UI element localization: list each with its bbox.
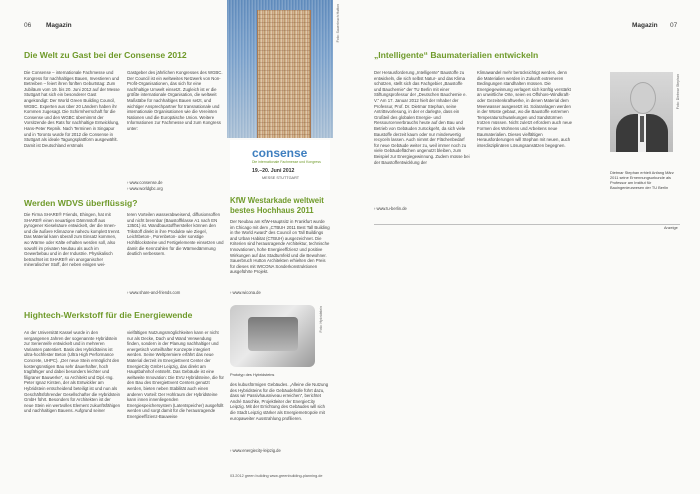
article-body-col2: Klimawandel mehr berücksichtigt werden, denn die Materialien werden in Zukunft extremeren Bedingungen standhalten müssen. Die Energiegewinnung verlagert sich künftig verstärkt an unwirtliche Orte, seien es Offshore-Windkraft- oder Gezeitenkraftwerke, in denen Material dem Meerwasser ausgesetzt ist. Solaranlagen werden in der Wüste gebaut, wo die Baustoffe extremen Temperaturschwankungen und Sandstürmen trotzen müssen. Nicht zuletzt erfordern auch neue Formen des Wohnens und Arbeitens neue Baumaterialien. Dieses vielfältigen Herausforderungen will Stephan mit neuen, auch interdisziplinären Lösungsansätzen begegnen. <box>477 70 573 148</box>
section-label: Magazin <box>46 22 72 29</box>
article-body-col2: teren Vorteilen wasserabweisend, diffusionsoffen und nicht brennbar (Baustoffklasse A1 nach EN 13501) ist. Wandbaustoffhersteller können den Trikstoff direkt in ihre Produkte wie Ziegel, Leichtbeton-, Porenbeton- oder sonstige Hohlblocksteine und Fertigelemente einsetzen und damit die Kennzahlen für die Wärmedämmung deutlich verbessern. <box>127 212 224 257</box>
kfw-westarkade-photo <box>227 0 333 138</box>
tower-building <box>257 10 311 138</box>
consense-logo: consense <box>252 146 308 160</box>
photo-caption: Prototyp des Hybridsteins <box>230 372 275 377</box>
link-tu-berlin[interactable]: › www.tu-berlin.de <box>374 206 407 211</box>
dietmar-stephan-portrait <box>610 72 673 152</box>
ad-label: Anzeige <box>664 226 678 230</box>
portrait-head <box>630 82 656 114</box>
photo-credit: Foto: Dietmar Stephan <box>676 74 680 110</box>
article-body-col1: Der Herausforderung „Intelligente“ Baustoffe zu entwickeln, die sich selbst Natur- und das Klima schützen, stellt sich das Fachgebiet „Baustoffe und Bauchemie“ der TU Berlin mit einer Stiftungsprofessur der „Deutschen Bauchemie e. V.“ Am 17. Januar 2012 hielt der Inhaber der Professur, Prof. Dr. Dietmar Stephan, seine Antrittsvorlesung, in der er darlegte, dass ein Großteil des globalen Energie- und Ressourcenverbrauchs heute auf den Bau und Betrieb von Gebäuden zurückgeht, da sich viele Baustoffe derzeit kaum oder nur minderwertig recyceln lassen. Auch nimmt der Flächenbedarf für neue Gebäude weiter zu, weil immer noch zu viele Gebäudeflächen ungenutzt bleiben, zum Beispiel zur Energiegewinnung. Zudem müsse bei der Baustoffentwicklung der <box>374 70 470 165</box>
photo-caption: Dietmar Stephan erhielt Anfang März 2011 seine Ernennungsurkunde als Professor am Institut für Bauingenieurwesen der TU Berlin <box>610 170 674 190</box>
section-label: Magazin <box>632 22 658 29</box>
page-number: 07 <box>670 22 678 29</box>
portrait-tie <box>640 116 644 142</box>
article-title: Hightech-Werkstoff für die Energiewende <box>24 310 193 320</box>
page-number: 06 <box>24 22 32 29</box>
photo-credit: Foto: Sauerbruch Hutton <box>336 4 340 43</box>
page-footer: 03.2012 green building www.greenbuilding-planning.de <box>230 474 323 478</box>
article-body-col1: Die Consense – internationale Fachmesse und Kongress für nachhaltiges Bauen, Investieren und Betreiben – feiert ihren fünften Geburtstag: Zum Jubiläum vom 19. bis 20. Juni 2012 auf der Messe Stuttgart hat sich ein besonderer Gast angekündigt: Der World Green Building Council, WGBC. Experten aus über 20 Ländern haben ihr Kommen zugesagt. Die Schirmherrschaft für die Consense und den WGBC übernimmt der Vorsitzende des Rats für nachhaltige Entwicklung, Hans-Peter Repnik. Nach Terminen in Singapur und in Toronto wurde für 2012 die Consense in Stuttgart als ideale Tagungsplattform ausgewählt. Damit ist Deutschland erstmals <box>24 70 120 148</box>
article-title: „Intelligente“ Baumaterialien entwickeln <box>374 50 539 60</box>
link-wicona[interactable]: › www.wicona.de <box>230 290 261 295</box>
article-body-col2: vielfältigen Nutzungsmöglichkeiten kann er nicht nur als Decke, Dach und Wand Verwendung finden, sondern in der Planung nachhaltiger und energetisch vorteilhafter Konzepte integriert werden. Seine Weltpremiere erfährt das neue Material derzeit im EnergieEvent Center der EnergieCity GmbH Leipzig, das direkt am Hauptbahnhof entsteht. Das Gebäude ist eine weltweite Innovation: Die EVU Hybridsteine, die für den Bau des EnergieEvent Centers genutzt werden, bieten neben Stabilität auch einen anderen Vorteil: Der Hohlraum der Hybridsteine kann innen innenliegenden Energiespeichersystem (Latentspeicher) ausgefüllt werden und sorgt damit für die herausragende Energieeffizienz-Bauweise <box>127 330 224 419</box>
consense-venue: MESSE STUTTGART <box>262 176 300 180</box>
article-body-col3: des kubusförmigen Gebäudes. „Alleine die Nutzung des Hybridsteins für die Gebäudehülle führt dazu, dass wir Passivhausniveau erreichen“, berichtet André Saschke, Projektleiter der EnergieCity Leipzig. Mit der Errichtung des Gebäudes will sich die Stadt Leipzig stärker als Energiemetropole mit europaweiter Ausstrahlung profilieren. <box>230 382 329 421</box>
hybridstein-cavity <box>248 317 298 351</box>
consense-tagline: Die internationale Fachmesse und Kongress <box>252 160 321 164</box>
photo-credit: Foto: Hybridstein <box>319 306 323 333</box>
article-body: Der Neubau am KfW-Hauptsitz in Frankfurt wurde im Chicago mit dem „CTBUH 2011 Best Tall Building in the World Award“ des Council on Tall Buildings and Urban Habitat (CTBUH) ausgezeichnet. Die Kriterien sind herausragende Architektur, technische Innovationen, hohe Energieeffizienz und positive Wirkungen auf das Stadtumfeld und die Bewohner. Sauerbruch Hutton Architekten erhielten den Preis für dieses mit WICONA Sonderkonstruktionen ausgeführte Projekt. <box>230 219 330 275</box>
article-title: Die Welt zu Gast bei der Consense 2012 <box>24 50 187 60</box>
link-energiecity[interactable]: › www.energiecity-leipzig.de <box>230 448 281 453</box>
link-worldgbc[interactable]: › www.worldgbc.org <box>127 186 163 191</box>
link-share-friends[interactable]: › www.share-and-friends.com <box>127 290 181 295</box>
article-body-col1: Die Firma SHARE® Friends, Ehingen, hat mit SHARE® einen neuartigen Dämmstoff aus pyrogener Kieselsäure entwickelt, der die Innen- und die äußere Klimazone nahezu komplett trennt. Das Material kann überall zum Einsatz kommen, wo Wärme oder Kälte erhalten werden soll, also sowohl im privaten Neubau als auch im Gewerbebau und in der Industrie. Physikalisch betrachtet ist SHARE® ein anorganischer mineralischer Stoff, der neben einigen wei- <box>24 212 121 268</box>
ad-divider <box>374 224 680 225</box>
article-body-col2: Gastgeber des jährlichen Kongresses des WGBC. Der Council ist ein weltweites Netzwerk von Non-Profit-Organisationen, das sich für eine nachhaltige Umwelt einsetzt. Zugleich ist er die größte internationale Organisation, die weltweit Maßstäbe für nachhaltiges Bauen setzt, und wichtiger Ansprechpartner für transnationale und internationale Organisationen wie die Vereinten Nationen und die Europäische Union. Weitere Informationen zur Fachmesse und zum Kongress unter: <box>127 70 223 131</box>
article-title: Werden WDVS überflüssig? <box>24 198 138 208</box>
link-consense[interactable]: › www.consense.de <box>127 180 163 185</box>
consense-date: 19.–20. Juni 2012 <box>252 168 295 174</box>
article-body-col1: An der Universität Kassel wurde in den vergangenen Jahren der sogenannte Hybridstein zur Serienreife entwickelt und in mehreren Varianten patentiert. Basis des Hybridsteins ist ultra-hochfester Beton (Ultra High Performance Concrete, UHPC). „Der neue Stein ermöglicht den kostengünstigen Bau sehr dauerhafter, hoch tragfähiger und dabei besonders leichter und filigraner Bauwerke“, so Architekt und Dipl.-Ing. Peter Ignaz Kirsten, der als Entwickler am Hybridstein entscheidend beteiligt ist und nun als Geschäftsführender Gesellschafter die Hybridstein GmbH führt. Besonders für Architekten ist der neue Stein ein wertvolles Element zukunftsfähigen und nachhaltigen Bauens. Aufgrund seiner <box>24 330 121 414</box>
article-title: KfW Westarkade weltweit bestes Hochhaus 2011 <box>230 196 324 215</box>
